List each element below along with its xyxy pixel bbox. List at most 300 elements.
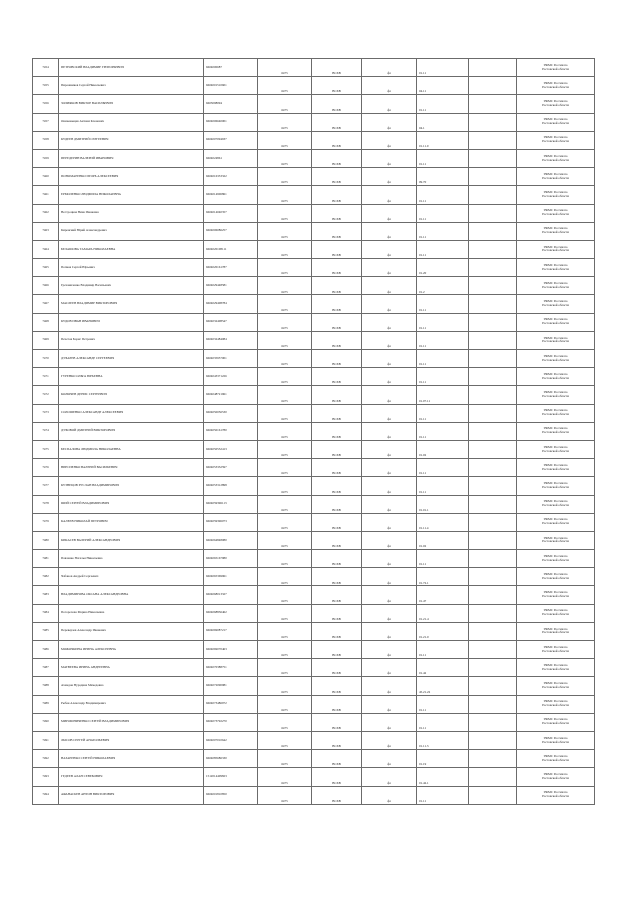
row-number: 7460 xyxy=(33,168,59,186)
ending-cell: ВСХВ xyxy=(312,440,362,458)
person-name: ШИЙ СЕРГЕЙ ВЛАДИМИРОВИЧ xyxy=(59,495,204,513)
person-name: ГУРЕНКО ОЛЬГА ЮРЬЕВНА xyxy=(59,368,204,386)
table-row xyxy=(33,531,595,549)
authority-cell xyxy=(517,59,595,77)
ending-cell: ВСХВ xyxy=(312,149,362,167)
authority-cell xyxy=(517,149,595,167)
authority-cell xyxy=(517,586,595,604)
type-cell: фл xyxy=(362,641,417,659)
type-cell: фл xyxy=(362,295,417,313)
date-cell: 01.07.11 xyxy=(417,386,469,404)
row-number: 7469 xyxy=(33,331,59,349)
authority-line-1: УФМС России по xyxy=(543,717,568,722)
date-cell: 01.11 xyxy=(417,59,469,77)
row-number: 7465 xyxy=(33,259,59,277)
type-cell: фл xyxy=(362,77,417,95)
authority-line-2: Ростовской области xyxy=(542,284,569,289)
document-number: 6603098094 xyxy=(204,95,258,113)
authority-line-2: Ростовской области xyxy=(542,212,569,217)
type-cell: фл xyxy=(362,459,417,477)
ending-cell: ВСХВ xyxy=(312,186,362,204)
date-cell: 01.11 xyxy=(417,713,469,731)
authority-line-1: УФМС России по xyxy=(543,226,568,231)
authority-cell xyxy=(517,222,595,240)
authority-line-1: УФМС России по xyxy=(543,517,568,522)
code-cell: 6475 xyxy=(258,313,312,331)
type-cell: фл xyxy=(362,59,417,77)
table-row xyxy=(33,786,595,804)
authority-line-2: Ростовской области xyxy=(542,739,569,744)
authority-cell xyxy=(517,386,595,404)
ending-cell: ВСХВ xyxy=(312,786,362,804)
authority-line-2: Ростовской области xyxy=(542,339,569,344)
row-number: 7491 xyxy=(33,731,59,749)
code-cell: 6475 xyxy=(258,259,312,277)
empty-cell xyxy=(469,404,517,422)
code-cell: 6475 xyxy=(258,59,312,77)
authority-cell xyxy=(517,277,595,295)
date-cell: 01.11.3 xyxy=(417,731,469,749)
document-number: 6604029408784 xyxy=(204,295,258,313)
type-cell: фл xyxy=(362,586,417,604)
code-cell: 6475 xyxy=(258,131,312,149)
date-cell: 01.11 xyxy=(417,149,469,167)
authority-line-1: УФМС России по xyxy=(543,153,568,158)
document-number: 6604014906861 xyxy=(204,186,258,204)
authority-line-1: УФМС России по xyxy=(543,390,568,395)
type-cell: фл xyxy=(362,240,417,258)
person-name: КИКАСЕВ ВАЛЕРИЙ АЛЕКСАНДРОВИЧ xyxy=(59,531,204,549)
authority-line-1: УФМС России по xyxy=(543,626,568,631)
table-row xyxy=(33,586,595,604)
authority-cell xyxy=(517,641,595,659)
ending-cell: ВСХВ xyxy=(312,95,362,113)
authority-line-2: Ростовской области xyxy=(542,84,569,89)
code-cell: 6475 xyxy=(258,149,312,167)
empty-cell xyxy=(469,59,517,77)
code-cell: 6475 xyxy=(258,95,312,113)
table-row xyxy=(33,568,595,586)
authority-cell xyxy=(517,422,595,440)
type-cell: фл xyxy=(362,768,417,786)
type-cell: фл xyxy=(362,149,417,167)
person-name: ЕРМОЛЕНКО ЛЮДМИЛА НИКОЛАЕВНА xyxy=(59,186,204,204)
authority-line-1: УФМС России по xyxy=(543,280,568,285)
document-number: 6604032408547 xyxy=(204,313,258,331)
authority-line-2: Ростовской области xyxy=(542,484,569,489)
document-number: 6604006640001 xyxy=(204,113,258,131)
authority-line-1: УФМС России по xyxy=(543,408,568,413)
date-cell: 01.72.1 xyxy=(417,568,469,586)
date-cell: 01.11 xyxy=(417,550,469,568)
authority-cell xyxy=(517,113,595,131)
document-number: 6604073486972 xyxy=(204,695,258,713)
document-number: 6604007010642 xyxy=(204,731,258,749)
person-name: АФАНАСЬЕВ АНТОН ВИКТОРОВИЧ xyxy=(59,786,204,804)
code-cell: 6475 xyxy=(258,586,312,604)
table-row xyxy=(33,459,595,477)
type-cell: фл xyxy=(362,786,417,804)
type-cell: фл xyxy=(362,513,417,531)
date-cell: 01.11 xyxy=(417,368,469,386)
person-name: Погорелова Марию Николаевна xyxy=(59,604,204,622)
date-cell: 01.21.4 xyxy=(417,604,469,622)
authority-line-1: УФМС России по xyxy=(543,62,568,67)
date-cell: 01.02 xyxy=(417,440,469,458)
date-cell: 01.2 xyxy=(417,277,469,295)
authority-cell xyxy=(517,331,595,349)
authority-cell xyxy=(517,695,595,713)
table-row xyxy=(33,513,595,531)
ending-cell: ВСХВ xyxy=(312,550,362,568)
document-number: 6604007094937 xyxy=(204,131,258,149)
empty-cell xyxy=(469,313,517,331)
row-number: 7464 xyxy=(33,240,59,258)
person-name: МАСЛЕЕВ ВЛАДИМИР ВИКТОРОВИЧ xyxy=(59,295,204,313)
person-name: ПЕРЕДЕРИН ВАЛЕРИЙ ИВАНОВИЧ xyxy=(59,149,204,167)
ending-cell: ВСХВ xyxy=(312,386,362,404)
type-cell: фл xyxy=(362,204,417,222)
ending-cell: ВСХВ xyxy=(312,604,362,622)
document-number: 6604050532413 xyxy=(204,440,258,458)
empty-cell xyxy=(469,240,517,258)
type-cell: фл xyxy=(362,604,417,622)
ending-cell: ВСХВ xyxy=(312,240,362,258)
authority-line-2: Ростовской области xyxy=(542,539,569,544)
authority-line-2: Ростовской области xyxy=(542,102,569,107)
date-cell: 01.11 xyxy=(417,350,469,368)
date-cell: 01.11 xyxy=(417,422,469,440)
type-cell: фл xyxy=(362,495,417,513)
person-name: Онюковыцев Антони Клонович xyxy=(59,113,204,131)
person-name: СОЛОШЕНКО АЛЕКСАНДР АЛЕКСЕЕВИЧ xyxy=(59,404,204,422)
person-name: Гречаниченко Владимир Васильевич xyxy=(59,277,204,295)
authority-cell xyxy=(517,731,595,749)
person-name: ДУБОВОЙ ДМИТРИЙ ВИКТОРОВИЧ xyxy=(59,422,204,440)
authority-line-2: Ростовской области xyxy=(542,303,569,308)
code-cell: 6475 xyxy=(258,731,312,749)
date-cell: 04.11 xyxy=(417,77,469,95)
table-row xyxy=(33,204,595,222)
person-name: Ахмедов Нурадина Мамедовна xyxy=(59,677,204,695)
type-cell: фл xyxy=(362,531,417,549)
person-name: Киренский Юрий Александрович xyxy=(59,222,204,240)
ending-cell: ВСХВ xyxy=(312,531,362,549)
authority-line-2: Ростовской области xyxy=(542,557,569,562)
authority-line-2: Ростовской области xyxy=(542,175,569,180)
ending-cell: ВСХВ xyxy=(312,295,362,313)
date-cell: 01.11 xyxy=(417,331,469,349)
authority-line-2: Ростовской области xyxy=(542,575,569,580)
empty-cell xyxy=(469,495,517,513)
authority-cell xyxy=(517,750,595,768)
code-cell: 6475 xyxy=(258,277,312,295)
ending-cell: ВСХВ xyxy=(312,477,362,495)
row-number: 7461 xyxy=(33,186,59,204)
person-name: БЕЛАШОВА ТАМАРА НИКОЛАЕВНА xyxy=(59,240,204,258)
type-cell: фл xyxy=(362,313,417,331)
empty-cell xyxy=(469,222,517,240)
date-cell: 01.11 xyxy=(417,240,469,258)
type-cell: фл xyxy=(362,422,417,440)
person-name: НАЗАРЕНКО СЕРГЕЙ НИКОЛАЕВИЧ xyxy=(59,750,204,768)
type-cell: фл xyxy=(362,695,417,713)
table-row xyxy=(33,259,595,277)
code-cell: 6475 xyxy=(258,77,312,95)
code-cell: 6475 xyxy=(258,641,312,659)
type-cell: фл xyxy=(362,713,417,731)
ending-cell: ВСХВ xyxy=(312,350,362,368)
person-name: ПОНОМАРЕНКО ИГОРЬ АЛЕКСЕЕВИЧ xyxy=(59,168,204,186)
person-name: Чабанов Андрей Сергеевич xyxy=(59,568,204,586)
empty-cell xyxy=(469,422,517,440)
code-cell: 6475 xyxy=(258,350,312,368)
type-cell: фл xyxy=(362,440,417,458)
document-number: 6604053332597 xyxy=(204,459,258,477)
empty-cell xyxy=(469,459,517,477)
authority-line-2: Ростовской области xyxy=(542,321,569,326)
authority-cell xyxy=(517,604,595,622)
authority-line-1: УФМС России по xyxy=(543,571,568,576)
empty-cell xyxy=(469,604,517,622)
type-cell: фл xyxy=(362,568,417,586)
table-row xyxy=(33,113,595,131)
table-row xyxy=(33,222,595,240)
ending-cell: ВСХВ xyxy=(312,331,362,349)
row-number: 7484 xyxy=(33,604,59,622)
row-number: 7478 xyxy=(33,495,59,513)
empty-cell xyxy=(469,531,517,549)
ending-cell: ВСХВ xyxy=(312,713,362,731)
code-cell: 6475 xyxy=(258,622,312,640)
type-cell: фл xyxy=(362,95,417,113)
code-cell: 6475 xyxy=(258,695,312,713)
authority-cell xyxy=(517,531,595,549)
date-cell: 01.11 xyxy=(417,477,469,495)
date-cell: 01.02 xyxy=(417,531,469,549)
row-number: 7493 xyxy=(33,768,59,786)
authority-line-1: УФМС России по xyxy=(543,772,568,776)
authority-line-1: УФМС России по xyxy=(543,135,568,140)
authority-line-1: УФМС России по xyxy=(543,699,568,704)
person-name: Переверзев Александр Иванович xyxy=(59,622,204,640)
code-cell: 6475 xyxy=(258,513,312,531)
authority-line-1: УФМС России по xyxy=(543,590,568,595)
person-name: Пирожников Сергей Николаевич xyxy=(59,77,204,95)
document-number: 6604068013327 xyxy=(204,586,258,604)
authority-line-2: Ростовской области xyxy=(542,721,569,726)
empty-cell xyxy=(469,513,517,531)
type-cell: фл xyxy=(362,331,417,349)
ending-cell: ВСХВ xyxy=(312,404,362,422)
authority-cell xyxy=(517,368,595,386)
document-number: 6604048721961 xyxy=(204,386,258,404)
authority-line-2: Ростовской области xyxy=(542,466,569,471)
row-number: 7471 xyxy=(33,368,59,386)
person-name: КОЛЫЧЕВ ДЕНИС СЕРГЕЕВИЧ xyxy=(59,386,204,404)
authority-line-2: Ростовской области xyxy=(542,757,569,762)
table-row xyxy=(33,440,595,458)
code-cell: 6475 xyxy=(258,459,312,477)
code-cell: 6475 xyxy=(258,550,312,568)
authority-line-2: Ростовской области xyxy=(542,594,569,599)
authority-cell xyxy=(517,204,595,222)
table-row xyxy=(33,495,595,513)
type-cell: фл xyxy=(362,550,417,568)
date-cell: 01.11 xyxy=(417,786,469,804)
row-number: 7477 xyxy=(33,477,59,495)
document-number: 6604024861 xyxy=(204,149,258,167)
code-cell: 6475 xyxy=(258,222,312,240)
person-name: КАЛЕЕВ НИКОЛАЙ ПЕТРОВИЧ xyxy=(59,513,204,531)
date-cell: 01.11 xyxy=(417,695,469,713)
authority-line-1: УФМС России по xyxy=(543,644,568,649)
authority-cell xyxy=(517,568,595,586)
authority-line-1: УФМС России по xyxy=(543,462,568,467)
empty-cell xyxy=(469,331,517,349)
authority-line-1: УФМС России по xyxy=(543,335,568,340)
row-number: 7492 xyxy=(33,750,59,768)
code-cell: 6475 xyxy=(258,422,312,440)
authority-line-2: Ростовской области xyxy=(542,684,569,689)
ending-cell: ВСХВ xyxy=(312,641,362,659)
empty-cell xyxy=(469,768,517,786)
authority-line-2: Ростовской области xyxy=(542,193,569,198)
authority-line-1: УФМС России по xyxy=(543,662,568,667)
type-cell: фл xyxy=(362,277,417,295)
ending-cell: ВСХВ xyxy=(312,204,362,222)
document-number: 6604065167980 xyxy=(204,550,258,568)
document-number: 6604000687 xyxy=(204,59,258,77)
ending-cell: ВСХВ xyxy=(312,131,362,149)
date-cell: 01.11 xyxy=(417,204,469,222)
date-cell: 01.11 xyxy=(417,313,469,331)
code-cell: 6475 xyxy=(258,295,312,313)
authority-line-2: Ростовской области xyxy=(542,430,569,435)
person-name: КУДОВ ИВАН ИВАНОВИЧ xyxy=(59,313,204,331)
authority-cell xyxy=(517,404,595,422)
authority-line-1: УФМС России по xyxy=(543,317,568,322)
authority-cell xyxy=(517,477,595,495)
row-number: 7483 xyxy=(33,586,59,604)
date-cell: 01.20 xyxy=(417,259,469,277)
authority-cell xyxy=(517,786,595,804)
date-cell: 01.11 xyxy=(417,295,469,313)
date-cell: 01.11 xyxy=(417,186,469,204)
document-number: 6604032484084 xyxy=(204,331,258,349)
person-name: ГЕДЕЕВ АЛАН СЕВЕБОВИЧ xyxy=(59,768,204,786)
authority-cell xyxy=(517,95,595,113)
type-cell: фл xyxy=(362,186,417,204)
row-number: 7456 xyxy=(33,95,59,113)
table-row xyxy=(33,422,595,440)
document-number: 6604053312898 xyxy=(204,477,258,495)
ending-cell: ВСХВ xyxy=(312,422,362,440)
empty-cell xyxy=(469,95,517,113)
authority-line-1: УФМС России по xyxy=(543,553,568,558)
row-number: 7473 xyxy=(33,404,59,422)
authority-cell xyxy=(517,259,595,277)
table-row xyxy=(33,659,595,677)
date-cell: 01.11.0 xyxy=(417,131,469,149)
code-cell: 6475 xyxy=(258,440,312,458)
row-number: 7490 xyxy=(33,713,59,731)
table-row xyxy=(33,386,595,404)
code-cell: 6475 xyxy=(258,768,312,786)
row-number: 7468 xyxy=(33,313,59,331)
authority-line-1: УФМС России по xyxy=(543,790,568,795)
document-number: 6604064848080 xyxy=(204,531,258,549)
authority-line-1: УФМС России по xyxy=(543,99,568,104)
person-name: Рыбак Александр Владимирович xyxy=(59,695,204,713)
table-row xyxy=(33,350,595,368)
row-number: 7474 xyxy=(33,422,59,440)
code-cell: 6475 xyxy=(258,659,312,677)
row-number: 7462 xyxy=(33,204,59,222)
code-cell: 6475 xyxy=(258,531,312,549)
table-row xyxy=(33,404,595,422)
code-cell: 6475 xyxy=(258,240,312,258)
table-row xyxy=(33,368,595,386)
empty-cell xyxy=(469,168,517,186)
authority-line-2: Ростовской области xyxy=(542,448,569,453)
authority-cell xyxy=(517,186,595,204)
row-number: 7463 xyxy=(33,222,59,240)
person-name: Печетов Борис Петрович xyxy=(59,331,204,349)
authority-cell xyxy=(517,768,595,786)
authority-line-2: Ростовской области xyxy=(542,230,569,235)
row-number: 7487 xyxy=(33,659,59,677)
empty-cell xyxy=(469,186,517,204)
date-cell: 01.19 xyxy=(417,750,469,768)
authority-line-1: УФМС России по xyxy=(543,171,568,176)
type-cell: фл xyxy=(362,131,417,149)
person-name: БЕСПАЛОВА ЛЮДМИЛА НИКОЛАЕВНА xyxy=(59,440,204,458)
code-cell: 6475 xyxy=(258,204,312,222)
authority-line-1: УФМС России по xyxy=(543,499,568,504)
row-number: 7476 xyxy=(33,459,59,477)
ending-cell: ВСХВ xyxy=(312,731,362,749)
document-number: 6604065369961 xyxy=(204,568,258,586)
person-name: МАТВЕЕВА ИРИНА АНДРЕЕВНА xyxy=(59,659,204,677)
person-name: ВЛАДИМИРОВА ОКСАНА АЛЕКСАНДРОВНА xyxy=(59,586,204,604)
authority-cell xyxy=(517,622,595,640)
table-row xyxy=(33,731,595,749)
authority-line-1: УФМС России по xyxy=(543,80,568,85)
document-number: 6604043371226 xyxy=(204,368,258,386)
type-cell: фл xyxy=(362,222,417,240)
type-cell: фл xyxy=(362,477,417,495)
authority-cell xyxy=(517,459,595,477)
document-number: 6604006086257 xyxy=(204,222,258,240)
date-cell: 01.11 xyxy=(417,404,469,422)
ending-cell: ВСХВ xyxy=(312,313,362,331)
date-cell: 01.42.1 xyxy=(417,768,469,786)
type-cell: фл xyxy=(362,113,417,131)
table-row xyxy=(33,695,595,713)
authority-line-2: Ростовской области xyxy=(542,648,569,653)
empty-cell xyxy=(469,259,517,277)
date-cell: 01.11 xyxy=(417,459,469,477)
empty-cell xyxy=(469,204,517,222)
person-name: ВИРСИЕНКО ВАЛЕРИЙ ВАСИЛЬЕВИЧ xyxy=(59,459,204,477)
person-name: МОЖОЧКИНА ИРИНА АЛЕКСЕЕВНА xyxy=(59,641,204,659)
document-number: 6604068836462 xyxy=(204,604,258,622)
row-number: 7475 xyxy=(33,440,59,458)
row-number: 7459 xyxy=(33,149,59,167)
ending-cell: ВСХВ xyxy=(312,277,362,295)
ending-cell: ВСХВ xyxy=(312,568,362,586)
